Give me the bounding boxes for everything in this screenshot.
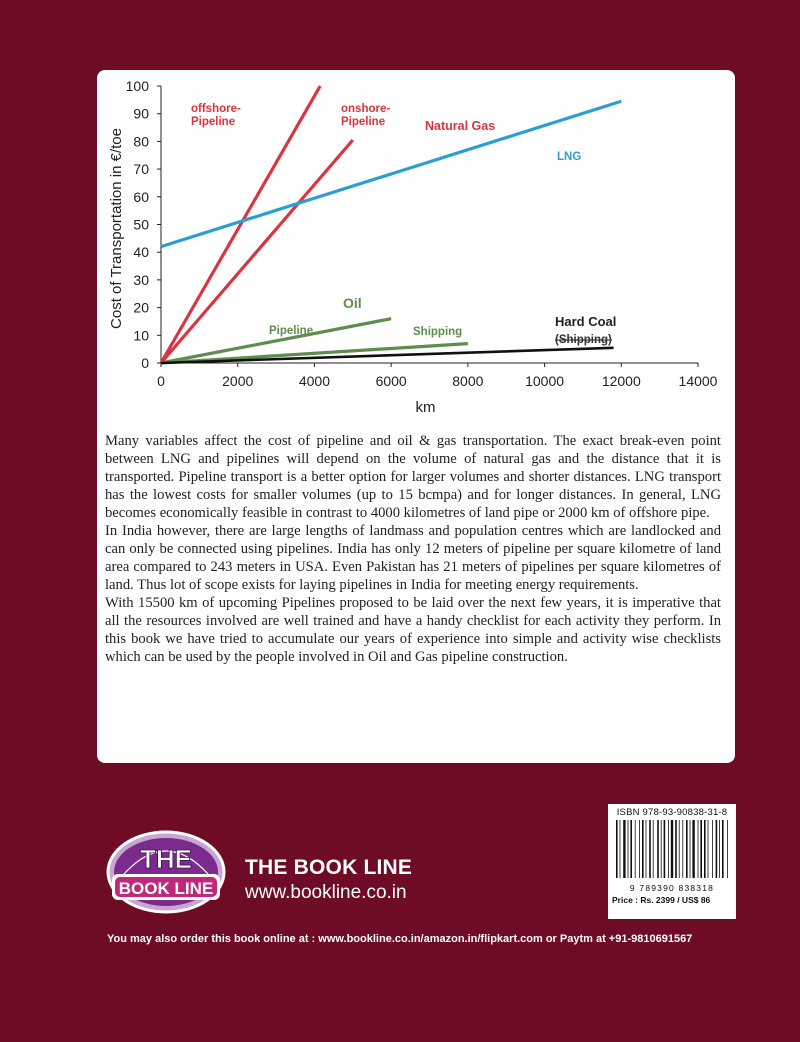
publisher-url[interactable]: www.bookline.co.in (245, 882, 407, 903)
series-line-0 (161, 86, 320, 363)
y-tick-label: 40 (133, 244, 149, 261)
barcode-bar (649, 820, 651, 878)
group-label-2: Hard Coal (555, 314, 617, 329)
barcode-bar (635, 820, 636, 878)
series-label-4: Shipping (413, 326, 463, 338)
content-panel (97, 70, 735, 763)
x-tick-label: 8000 (452, 373, 484, 389)
x-tick-label: 12000 (601, 373, 641, 389)
x-tick-label: 2000 (222, 373, 254, 389)
barcode-bar (623, 820, 625, 878)
barcode-bar (653, 820, 654, 878)
group-label-1: Oil (343, 295, 362, 311)
barcode-bar (668, 820, 669, 878)
y-tick-label: 20 (133, 299, 149, 316)
barcode-bar (639, 820, 640, 878)
x-tick-label: 10000 (525, 373, 565, 389)
barcode-bar (661, 820, 662, 878)
barcode-box (608, 804, 736, 919)
y-tick-label: 30 (133, 271, 149, 288)
barcode-bar (690, 820, 691, 878)
barcode-bar (630, 820, 632, 878)
chart-labels (108, 103, 616, 416)
barcode-bar (642, 820, 644, 878)
barcode-bar (698, 820, 699, 878)
series-label-3: Pipeline (269, 325, 314, 337)
order-online-note: You may also order this book online at : www.bookline.co.in/amazon.in/flipkart.com or Paytm at +91-9810691567 (107, 933, 693, 945)
book-line-logo (104, 830, 228, 916)
barcode-bar (616, 820, 618, 878)
blurb-paragraph-2: In India however, there are large lengths of landmass and population centres which are landlocked and can only be connected using pipelines. India has only 12 meters of pipeline per square kilometre of land area compared to 243 meters in USA. Even Pakistan has 21 meters of pipelines per square kilometres of land. Thus lot of scope exists for laying pipelines in India for meeting energy requirements. (105, 523, 721, 593)
y-tick-label: 0 (141, 355, 149, 371)
x-tick-label: 0 (157, 373, 165, 389)
publisher-name: THE BOOK LINE (245, 856, 413, 879)
barcode-bar (727, 820, 728, 878)
x-axis-title: km (415, 399, 436, 416)
series-label-5: (Shipping) (555, 334, 612, 346)
series-label-0: offshore- (191, 103, 241, 115)
price-label: Price : Rs. 2399 / US$ 86 (612, 895, 711, 905)
series-label-1: onshore- (341, 103, 391, 115)
barcode-bar (716, 820, 718, 878)
barcode-bar (671, 820, 673, 878)
logo-top-text: THE (140, 844, 192, 874)
barcode-bar (664, 820, 666, 878)
series-label-2: LNG (557, 151, 582, 163)
barcode-bar (620, 820, 621, 878)
cost-distance-chart (97, 70, 735, 430)
barcode-bar (675, 820, 677, 878)
barcode-bar (646, 820, 647, 878)
barcode-bar (692, 820, 694, 878)
y-tick-label: 100 (125, 78, 149, 94)
barcode-bar (708, 820, 709, 878)
barcode-bar (719, 820, 720, 878)
x-tick-label: 6000 (375, 373, 407, 389)
barcode-bar (682, 820, 683, 878)
blurb-paragraph-3: With 15500 km of upcoming Pipelines proposed to be laid over the next few years, it is imperative that all the resources involved are well trained and have a handy checklist for each activity they perform. In this book we have tried to accumulate our years of experience into simple and activity wise checklists which can be used by the people involved in Oil and Gas pipeline construction. (105, 595, 721, 665)
barcode-bar (686, 820, 688, 878)
barcode-bar (657, 820, 659, 878)
series-label-1: Pipeline (341, 116, 386, 128)
barcode-bar (679, 820, 680, 878)
blurb-paragraph-1: Many variables affect the cost of pipeline and oil & gas transportation. The exact break-even point between LNG and pipelines will depend on the volume of natural gas and the distance that it is transported. Pipeline transport is a better option for larger volumes and shorter distances. LNG transport has the lowest costs for smaller volumes (up to 15 bcmpa) and for longer distances. In general, LNG becomes economically feasible in contrast to 4000 kilometres of land pipe or 2000 km of offshore pipe. (105, 433, 721, 521)
isbn-label: ISBN 978-93-90838-31-8 (616, 807, 728, 818)
barcode-bar (712, 820, 713, 878)
y-tick-label: 70 (133, 161, 149, 178)
x-tick-label: 14000 (678, 373, 718, 389)
barcode-bar (628, 820, 629, 878)
x-tick-label: 4000 (298, 373, 331, 389)
back-cover-blurb (105, 432, 721, 666)
logo-bottom-text: BOOK LINE (118, 879, 214, 898)
y-tick-label: 10 (133, 327, 149, 344)
group-label-0: Natural Gas (425, 119, 496, 133)
y-tick-label: 90 (133, 105, 149, 122)
y-tick-label: 80 (133, 133, 149, 150)
y-axis-title: Cost of Transportation in €/toe (108, 128, 125, 329)
series-line-1 (161, 140, 353, 363)
barcode-bar (700, 820, 702, 878)
series-label-0: Pipeline (191, 116, 236, 128)
y-tick-label: 60 (133, 188, 149, 205)
y-tick-label: 50 (133, 216, 149, 233)
barcode-bar (704, 820, 706, 878)
barcode-bars (612, 818, 732, 880)
barcode-digits: 9 789390 838318 (629, 883, 715, 893)
barcode-bar (722, 820, 724, 878)
